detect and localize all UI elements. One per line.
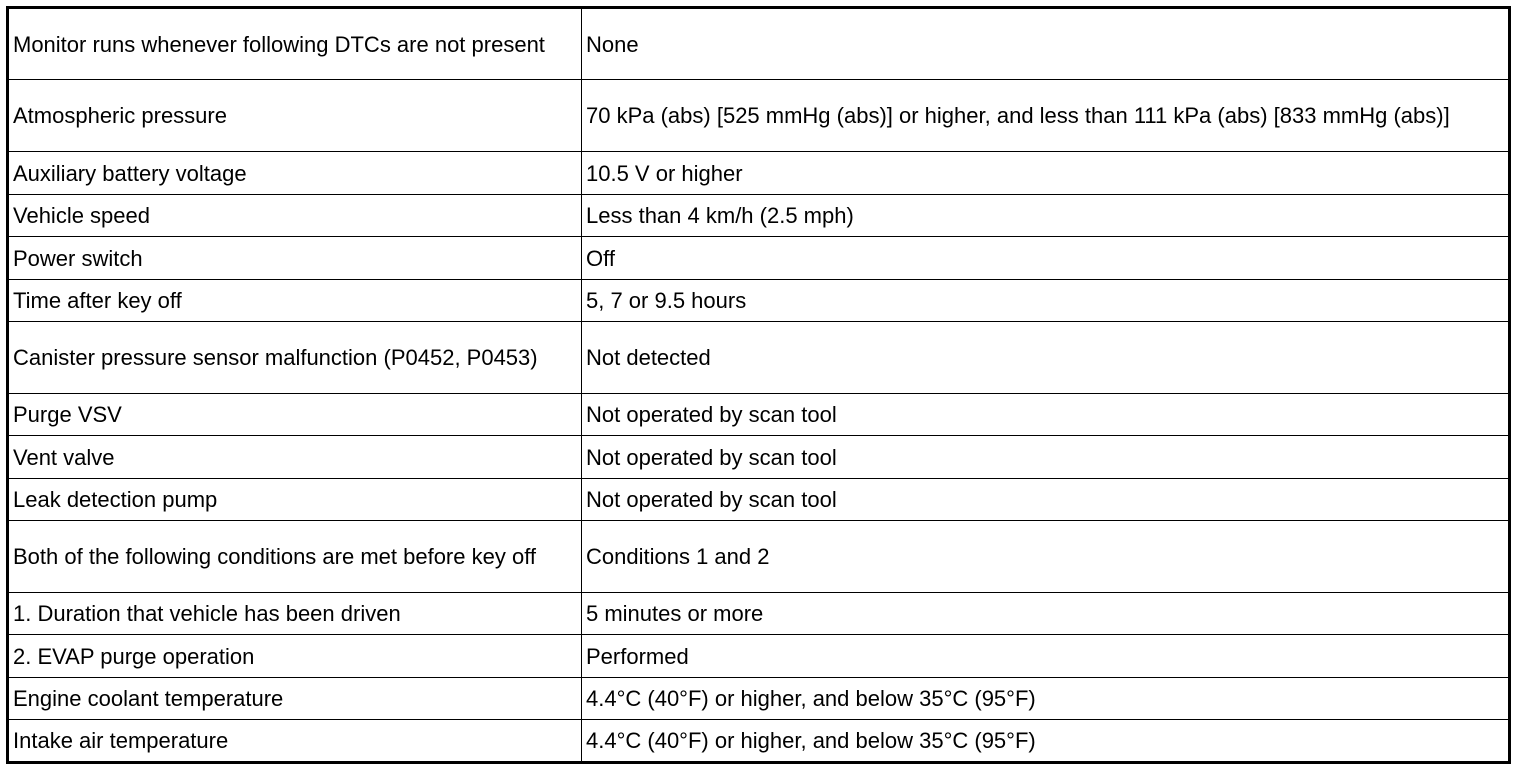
value-cell: Not operated by scan tool bbox=[582, 394, 1510, 436]
condition-cell: Leak detection pump bbox=[8, 479, 582, 521]
table-row bbox=[8, 521, 1510, 593]
table-row bbox=[8, 479, 1510, 521]
value-cell: 70 kPa (abs) [525 mmHg (abs)] or higher, and less than 111 kPa (abs) [833 mmHg (abs)] bbox=[582, 80, 1510, 152]
condition-cell: Both of the following conditions are met before key off bbox=[8, 521, 582, 593]
table-row bbox=[8, 720, 1510, 763]
table-row bbox=[8, 635, 1510, 678]
value-cell: 10.5 V or higher bbox=[582, 152, 1510, 195]
condition-cell: Canister pressure sensor malfunction (P0452, P0453) bbox=[8, 322, 582, 394]
value-cell: Conditions 1 and 2 bbox=[582, 521, 1510, 593]
table-row bbox=[8, 678, 1510, 720]
value-cell: 4.4°C (40°F) or higher, and below 35°C (95°F) bbox=[582, 678, 1510, 720]
condition-cell: Purge VSV bbox=[8, 394, 582, 436]
table-row bbox=[8, 152, 1510, 195]
table-row bbox=[8, 80, 1510, 152]
value-cell: None bbox=[582, 8, 1510, 80]
value-cell: Not operated by scan tool bbox=[582, 436, 1510, 479]
condition-cell: Engine coolant temperature bbox=[8, 678, 582, 720]
condition-cell: 2. EVAP purge operation bbox=[8, 635, 582, 678]
condition-cell: 1. Duration that vehicle has been driven bbox=[8, 593, 582, 635]
value-cell: 4.4°C (40°F) or higher, and below 35°C (95°F) bbox=[582, 720, 1510, 763]
value-cell: Performed bbox=[582, 635, 1510, 678]
monitor-conditions-table bbox=[6, 6, 1511, 764]
table-row bbox=[8, 8, 1510, 80]
value-cell: Not detected bbox=[582, 322, 1510, 394]
table-row bbox=[8, 237, 1510, 280]
table-row bbox=[8, 394, 1510, 436]
condition-cell: Atmospheric pressure bbox=[8, 80, 582, 152]
table-row bbox=[8, 593, 1510, 635]
condition-cell: Vehicle speed bbox=[8, 195, 582, 237]
condition-cell: Power switch bbox=[8, 237, 582, 280]
value-cell: Off bbox=[582, 237, 1510, 280]
value-cell: Not operated by scan tool bbox=[582, 479, 1510, 521]
value-cell: Less than 4 km/h (2.5 mph) bbox=[582, 195, 1510, 237]
condition-cell: Vent valve bbox=[8, 436, 582, 479]
table-row bbox=[8, 280, 1510, 322]
table-row bbox=[8, 322, 1510, 394]
value-cell: 5 minutes or more bbox=[582, 593, 1510, 635]
condition-cell: Intake air temperature bbox=[8, 720, 582, 763]
condition-cell: Auxiliary battery voltage bbox=[8, 152, 582, 195]
table-row bbox=[8, 195, 1510, 237]
table-row bbox=[8, 436, 1510, 479]
condition-cell: Time after key off bbox=[8, 280, 582, 322]
condition-cell: Monitor runs whenever following DTCs are not present bbox=[8, 8, 582, 80]
value-cell: 5, 7 or 9.5 hours bbox=[582, 280, 1510, 322]
